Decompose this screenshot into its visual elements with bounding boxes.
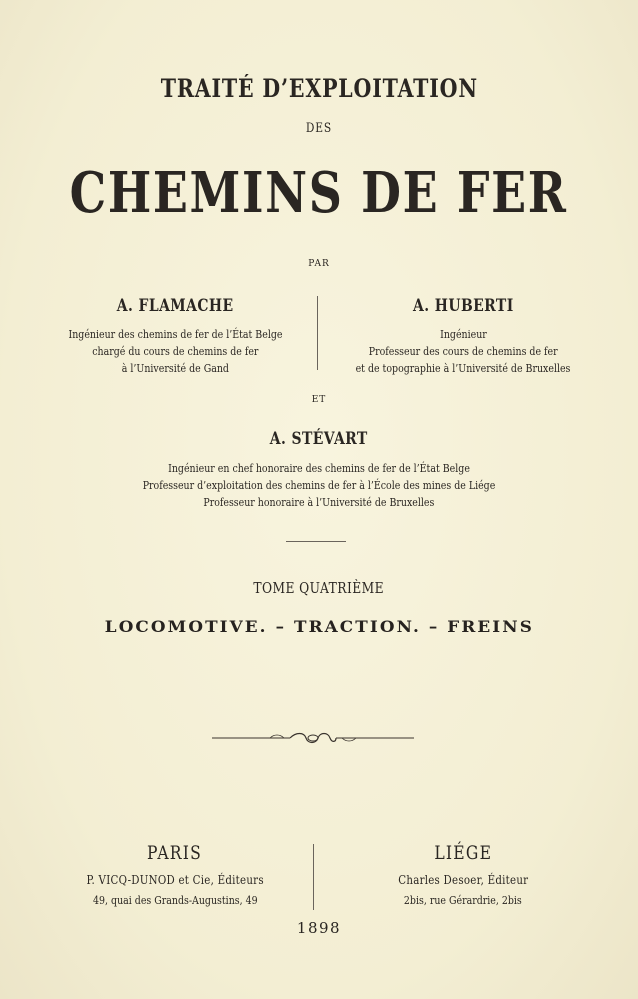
- publisher-city: LIÉGE: [434, 842, 492, 864]
- column-divider: [313, 844, 314, 910]
- and-label: ET: [311, 395, 327, 405]
- publication-year: 1898: [296, 919, 342, 937]
- author-affiliation-line: Professeur d’exploitation des chemins de fer à l’École des mines de Liége: [142, 478, 496, 492]
- by-label: PAR: [308, 259, 330, 269]
- author-name-stevart: A. STÉVART: [270, 429, 368, 449]
- ornament-flourish-icon: [210, 730, 416, 746]
- publisher-address: 49, quai des Grands-Augustins, 49: [92, 893, 258, 907]
- volume-label: TOME QUATRIÈME: [253, 579, 385, 597]
- author-affiliation-line: Professeur honoraire à l’Université de Bruxelles: [203, 495, 435, 509]
- author-name: A. HUBERTI: [412, 296, 514, 316]
- publisher-name: P. VICQ-DUNOD et Cie, Éditeurs: [86, 872, 264, 887]
- publisher-paris: [40, 842, 310, 907]
- separator-rule: [286, 541, 346, 542]
- title-line-1: TRAITÉ D’EXPLOITATION: [160, 74, 478, 103]
- author-affiliation-line: à l’Université de Gand: [121, 361, 229, 375]
- author-affiliation-line: chargé du cours de chemins de fer: [91, 344, 259, 358]
- publisher-city: PARIS: [147, 842, 203, 864]
- column-divider: [317, 296, 318, 370]
- author-affiliation-line: Ingénieur des chemins de fer de l’État Belge: [68, 327, 282, 341]
- author-block-huberti: [328, 296, 598, 377]
- author-affiliation-line: Professeur des cours de chemins de fer: [368, 344, 558, 358]
- author-name: A. FLAMACHE: [116, 296, 234, 316]
- publisher-liege: [328, 842, 598, 907]
- publisher-address: 2bis, rue Gérardrie, 2bis: [404, 893, 522, 907]
- title-line-2: DES: [305, 121, 333, 136]
- publisher-name: Charles Desoer, Éditeur: [397, 872, 529, 887]
- main-title: CHEMINS DE FER: [70, 160, 568, 226]
- author-affiliation-line: Ingénieur en chef honoraire des chemins de fer de l’État Belge: [168, 461, 470, 475]
- author-affiliation-line: et de topographie à l’Université de Bruxelles: [355, 361, 571, 375]
- volume-subject: LOCOMOTIVE. – TRACTION. – FREINS: [104, 617, 534, 636]
- author-block-flamache: [40, 296, 310, 377]
- author-affiliation-line: Ingénieur: [439, 327, 487, 341]
- author-block-stevart: [0, 460, 638, 511]
